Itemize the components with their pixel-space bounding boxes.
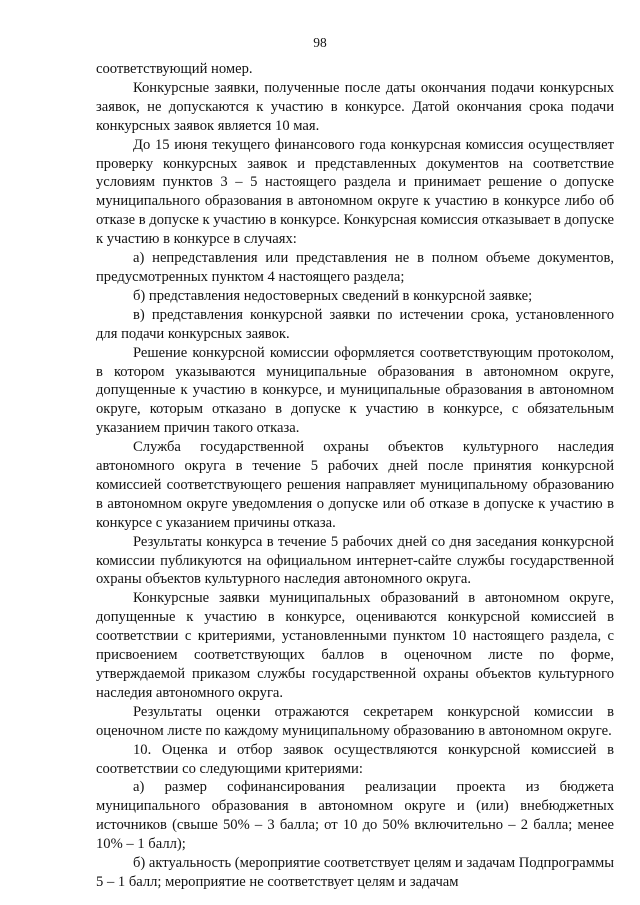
criteria-item-b: б) актуальность (мероприятие соответствует целям и задачам Подпрограммы 5 – 1 балл; мероприятие не соответствует целям и задачам — [96, 855, 614, 890]
paragraph-deadline: Конкурсные заявки, полученные после даты окончания подачи конкурсных заявок, не допускаются к участию в конкурсе. Датой окончания срока подачи конкурсных заявок является 10 мая. — [96, 79, 614, 134]
list-item-a: а) непредставления или представления не в полном объеме документов, предусмотренных пунктом 4 настоящего раздела; — [96, 250, 614, 285]
paragraph-continuation: соответствующий номер. — [96, 61, 253, 77]
page-number: 98 — [313, 35, 327, 50]
paragraph-results: Результаты оценки отражаются секретарем конкурсной комиссии в оценочном листе по каждому муниципальному образованию в автономном округе. — [96, 703, 614, 739]
paragraph-publication: Результаты конкурса в течение 5 рабочих дней со дня заседания конкурсной комиссии публикуются на официальном интернет-сайте службы государственной охраны объектов культурного наследия автономного округа. — [96, 533, 614, 588]
paragraph-criteria: 10. Оценка и отбор заявок осуществляются конкурсной комиссией в соответствии со следующими критериями: — [96, 741, 614, 777]
document-body — [96, 60, 614, 892]
paragraph-review: До 15 июня текущего финансового года конкурсная комиссия осуществляет проверку конкурсных заявок и представленных документов на соответствие условиям пунктов 3 – 5 настоящего раздела и принимает решение о допуске муниципального образования в автономном округе к участию в конкурсе либо об отказе в допуске к участию в конкурсе. Конкурсная комиссия отказывает в допуске к участию в конкурсе в случаях: — [96, 136, 614, 248]
paragraph-evaluation: Конкурсные заявки муниципальных образований в автономном округе, допущенные к участию в конкурсе, оцениваются конкурсной комиссией в соответствии с критериями, установленными пунктом 10 настоящего раздела, с присвоением соответствующих баллов в оценочном листе по форме, утверждаемой приказом службы государственной охраны объектов культурного наследия автономного округа. — [96, 590, 614, 701]
paragraph-notification: Служба государственной охраны объектов культурного наследия автономного округа в течение 5 рабочих дней после принятия конкурсной комиссией соответствующего решения направляет муниципальному образованию в автономном округе уведомления о допуске или об отказе в допуске к участию в конкурсе с указанием причины отказа. — [96, 439, 614, 531]
paragraph-decision: Решение конкурсной комиссии оформляется соответствующим протоколом, в котором указываются муниципальные образования в автономном округе, допущенные к участию в конкурсе, и муниципальные образования в автономном округе, которым отказано в допуске к участию в конкурсе, с обязательным указанием причин такого отказа. — [96, 344, 614, 437]
list-item-b: б) представления недостоверных сведений в конкурсной заявке; — [133, 287, 533, 304]
list-item-c: в) представления конкурсной заявки по истечении срока, установленного для подачи конкурсных заявок. — [96, 306, 614, 342]
criteria-item-a: а) размер софинансирования реализации проекта из бюджета муниципального образования в автономном округе и (или) внебюджетных источников (свыше 50% – 3 балла; от 10 до 50% включительно – 2 балла; менее 10% – 1 балл); — [96, 779, 614, 853]
